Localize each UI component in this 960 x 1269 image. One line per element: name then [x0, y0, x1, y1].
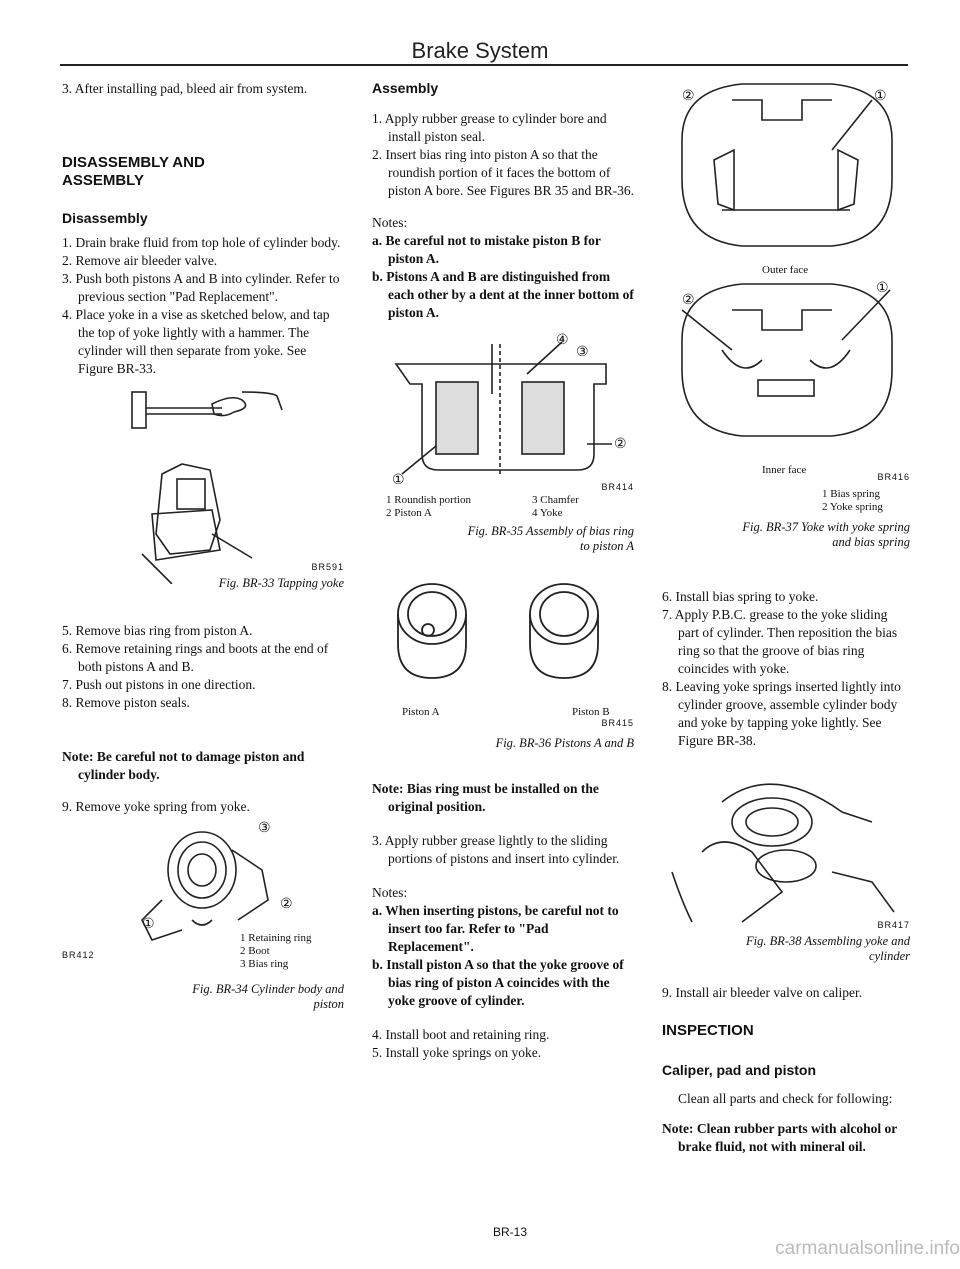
legend-list	[532, 494, 579, 520]
figure-caption-line: cylinder	[869, 949, 910, 963]
legend-item: 2 Yoke spring	[822, 501, 883, 513]
disassembly-step: 3. Push both pistons A and B into cylinder. Refer to previous section "Pad Replacement".	[62, 271, 340, 304]
legend-list	[240, 932, 312, 971]
yoke-inner-face-illustration	[662, 280, 910, 450]
figure-br-38	[662, 762, 910, 972]
assembly-step: 7. Apply P.B.C. grease to the yoke sliding part of cylinder. Then reposition the bias ring so that the groove of bias ring coincides with yoke.	[662, 607, 898, 676]
column-middle	[372, 80, 634, 1062]
inspection-paragraph: Clean all parts and check for following:	[678, 1091, 893, 1106]
legend-item: 2 Piston A	[386, 507, 432, 519]
legend-list	[822, 488, 883, 514]
subsection-title-disassembly: Disassembly	[62, 210, 148, 226]
note-item: b. Pistons A and B are distinguished from each other by a dent at the inner bottom of piston A.	[372, 269, 634, 320]
step-3-bleed: 3. After installing pad, bleed air from system.	[62, 81, 308, 96]
figure-caption-line: Fig. BR-37 Yoke with yoke spring	[742, 520, 910, 534]
figure-br-37	[662, 80, 910, 550]
callout-1: ①	[142, 917, 155, 932]
legend-item: 1 Retaining ring	[240, 932, 312, 944]
note-item: a. Be careful not to mistake piston B for piston A.	[372, 233, 601, 266]
figure-caption	[746, 934, 910, 964]
assembly-step: 2. Insert bias ring into piston A so that the roundish portion of it faces the bottom of piston A bore. See Figures BR 35 and BR-36.	[372, 147, 634, 198]
figure-caption	[192, 982, 344, 1012]
figure-br-34	[62, 820, 344, 1020]
yoke-cylinder-assembly-illustration	[662, 762, 910, 932]
note-piston-damage: Note: Be careful not to damage piston and cylinder body.	[62, 749, 305, 782]
callout-2: ②	[682, 89, 695, 104]
legend-item: 2 Boot	[240, 945, 270, 957]
figure-caption-line: and bias spring	[832, 535, 910, 549]
legend-item: 4 Yoke	[532, 507, 563, 519]
callout-3: ③	[258, 821, 271, 836]
callout-4: ④	[556, 333, 569, 348]
note-item: b. Install piston A so that the yoke groove of bias ring of piston A coincides with the yoke groove of cylinder.	[372, 957, 624, 1008]
figure-code: BR591	[311, 562, 344, 572]
subsection-title-assembly: Assembly	[372, 80, 439, 96]
legend-list	[386, 494, 471, 520]
disassembly-step: 8. Remove piston seals.	[62, 695, 190, 710]
callout-1: ①	[392, 473, 405, 488]
notes-label: Notes:	[372, 215, 408, 230]
figure-code: BR415	[601, 718, 634, 728]
assembly-step: 8. Leaving yoke springs inserted lightly into cylinder groove, assemble cylinder body and yoke by tapping yoke lightly. See Figure BR-38.	[662, 679, 901, 748]
figure-code: BR412	[62, 950, 95, 960]
assembly-step: 9. Install air bleeder valve on caliper.	[662, 985, 863, 1000]
piston-b-label: Piston B	[572, 706, 610, 718]
section-title-disassembly-assembly: DISASSEMBLY AND ASSEMBLY	[62, 154, 205, 189]
figure-caption-line: to piston A	[580, 539, 634, 553]
yoke-outer-face-illustration	[662, 80, 910, 260]
disassembly-step: 4. Place yoke in a vise as sketched below, and tap the top of yoke lightly with a hammer. The cylinder will then separate from yoke. See Figure BR-33.	[62, 307, 330, 376]
header-rule	[60, 64, 908, 66]
hammer-vise-illustration	[62, 384, 344, 584]
assembly-step: 1. Apply rubber grease to cylinder bore and install piston seal.	[372, 111, 607, 144]
callout-1: ①	[874, 89, 887, 104]
callout-2: ②	[682, 293, 695, 308]
disassembly-step: 6. Remove retaining rings and boots at the end of both pistons A and B.	[62, 641, 329, 674]
note-rubber-parts: Note: Clean rubber parts with alcohol or brake fluid, not with mineral oil.	[662, 1121, 897, 1154]
callout-3: ③	[576, 345, 589, 360]
bias-ring-assembly-illustration	[372, 334, 634, 484]
callout-2: ②	[614, 437, 627, 452]
figure-br-36	[372, 574, 634, 754]
column-right	[662, 80, 910, 1156]
disassembly-step: 1. Drain brake fluid from top hole of cylinder body.	[62, 235, 341, 250]
pistons-illustration	[372, 574, 634, 694]
page-number: BR-13	[492, 1225, 527, 1239]
figure-caption-line: piston	[313, 997, 344, 1011]
assembly-step: 5. Install yoke springs on yoke.	[372, 1045, 542, 1060]
legend-item: 1 Bias spring	[822, 488, 881, 500]
section-title-inspection: INSPECTION	[662, 1022, 754, 1039]
note-item: a. When inserting pistons, be careful not to insert too far. Refer to "Pad Replacement".	[372, 903, 619, 954]
assembly-step: 4. Install boot and retaining ring.	[372, 1027, 550, 1042]
figure-br-35	[372, 333, 634, 553]
notes-label: Notes:	[372, 885, 408, 900]
piston-a-label: Piston A	[402, 706, 440, 718]
legend-item: 3 Bias ring	[240, 958, 289, 970]
figure-caption-line: Fig. BR-38 Assembling yoke and	[746, 934, 910, 948]
figure-caption	[742, 520, 910, 550]
legend-item: 3 Chamfer	[532, 494, 579, 506]
figure-caption: Fig. BR-33 Tapping yoke	[218, 576, 344, 590]
outer-face-label: Outer face	[762, 264, 809, 276]
note-bias-ring: Note: Bias ring must be installed on the original position.	[372, 781, 599, 814]
assembly-step: 6. Install bias spring to yoke.	[662, 589, 819, 604]
figure-caption-line: Fig. BR-34 Cylinder body and	[192, 982, 344, 996]
column-left	[62, 80, 344, 1020]
legend-item: 1 Roundish portion	[386, 494, 471, 506]
figure-code: BR417	[877, 920, 910, 930]
disassembly-step: 2. Remove air bleeder valve.	[62, 253, 218, 268]
figure-br-33	[62, 384, 344, 614]
callout-2: ②	[280, 897, 293, 912]
figure-code: BR416	[877, 472, 910, 482]
figure-caption	[468, 524, 634, 554]
callout-1: ①	[876, 281, 889, 296]
subsection-title-caliper: Caliper, pad and piston	[662, 1062, 817, 1078]
step-9-yoke-spring: 9. Remove yoke spring from yoke.	[62, 799, 250, 814]
watermark: carmanualsonline.info	[775, 1238, 960, 1259]
page-header-title: Brake System	[411, 38, 549, 63]
figure-code: BR414	[601, 482, 634, 492]
figure-caption: Fig. BR-36 Pistons A and B	[495, 736, 634, 750]
inner-face-label: Inner face	[762, 464, 807, 476]
assembly-step: 3. Apply rubber grease lightly to the sliding portions of pistons and insert into cylinder.	[372, 833, 620, 866]
figure-caption-line: Fig. BR-35 Assembly of bias ring	[467, 524, 634, 538]
disassembly-step: 5. Remove bias ring from piston A.	[62, 623, 253, 638]
disassembly-step: 7. Push out pistons in one direction.	[62, 677, 256, 692]
